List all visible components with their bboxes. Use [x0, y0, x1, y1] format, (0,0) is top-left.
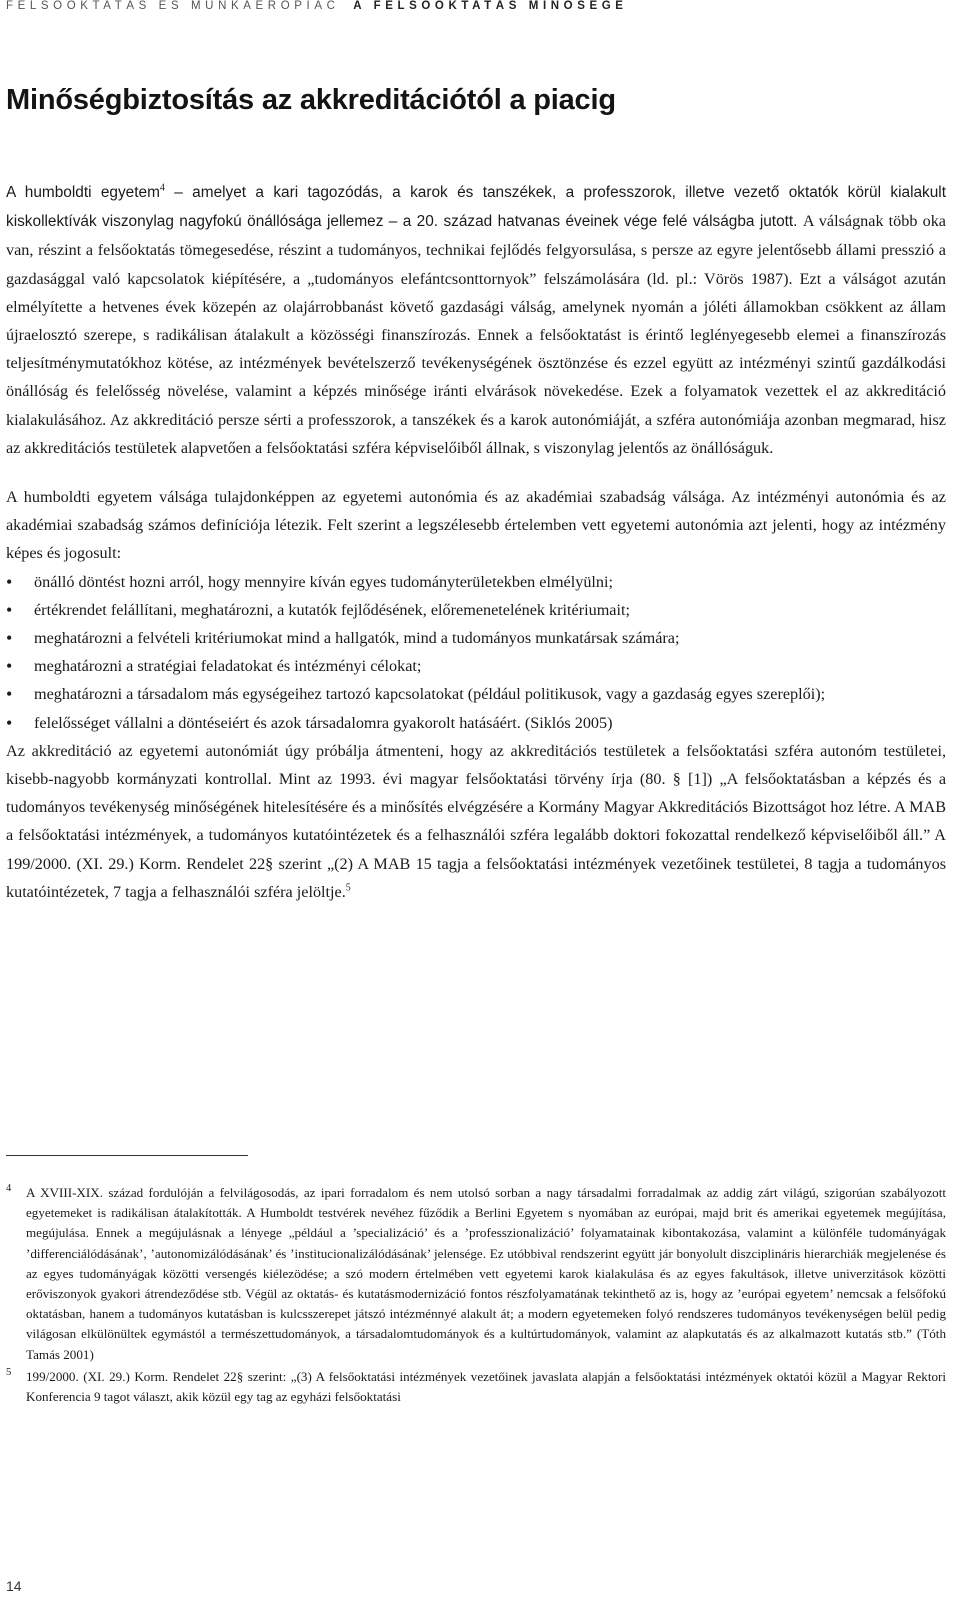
- running-head-section: FELSŐOKTATÁS ÉS MUNKAERŐPIAC: [6, 0, 340, 12]
- page-number: 14: [6, 1578, 22, 1594]
- footnote-text: A XVIII-XIX. század fordulóján a felvilágosodás, az ipari forradalom és nem utolsó sorban a nagy társadalmi forradalmak az addig zárt világú, szigorúan szabályozott egyetemeket is radikálisan átalakították. A Humboldt testvérek nevéhez fűződik a Berlini Egyetem s nyomában az európai, majd brit és amerikai egyetemek megújítása, megújulása. Ennek a megújulásnak a lényege „például a ’specializáció’ és a ’professzionalizáció’ folyamatainak kibontakozása, valamint a különféle tudományágak ’differenciálódásának’, ’autonomizálódásának’ és ’institucionalizálódásának’ jelensége. Ez utóbbival rendszerint együtt jár bonyolult diszciplináris hierarchiák megjelenése és az egyes tudományágak közötti versengés kiélezödése; a szó modern értelmében vett egyetemi karok kialakulása és az egyes fakultások, illetve univerzitások közötti erőviszonyok gyakori átrendeződése stb. Végül az oktatás- és kutatásmodernizáció fontos részfolyamatának tekinthető az is, hogy az ’európai egyetem’ nemcsak a felsőfokú oktatásban, hanem a tudományos kutatásban is kulcsszerepet játszó intézménnyé alakult át; a modern egyetemeken folyó rendszeres tudományos tevékenységen belül pedig világosan elkülönültek egymástól a természettudományok, a társadalomtudományok és a kultúrtudományok, valamint az alapkutatás és az alkalmazott kutatás stb.” (Tóth Tamás 2001): [26, 1185, 946, 1362]
- footnote-5: [6, 1367, 946, 1407]
- list-item: • meghatározni a felvételi kritériumokat mind a hallgatók, mind a tudományos munkatársak számára;: [6, 624, 946, 652]
- paragraph-1-body: A válságnak több oka van, részint a felsőoktatás tömegesedése, részint a tudományos, technikai fejlődés felgyorsulása, s persze az egyre jelentősebb állami presszió a gazdasággal való kapcsolatok kiépítésére, a „tudományos elefántcsonttornyok” felszámolására (ld. pl.: Vörös 1987). Ezt a válságot azután elmélyítette a hetvenes évek közepén az olajárrobbanást követő gazdasági válság, amelynek nyomán a jóléti államokban csökkent az állam újraelosztó szerepe, s radikálisan átalakult a közösségi finanszírozás. Ennek a felsőoktatást is érintő leglényegesebb elemei a finanszírozás teljesítménymutatókhoz kötése, az intézmények bevételszerző tevékenységének ösztönzése és ezzel együtt az intézményi szintű gazdálkodási önállóság és felelősség növelése, valamint a képzés minősége iránti elvárások növekedése. Ezek a folyamatok vezettek el az akkreditáció kialakulásához. Az akkreditáció persze sérti a professzorok, a tanszékek és a karok autonómiáját, a szféra autonómiája azonban megmarad, hisz az akkreditációs testületek alapvetően a felsőoktatási szféra képviselőiből állnak, s viszonylag jelentős az önállóságuk.: [6, 212, 946, 457]
- list-item: • értékrendet felállítani, meghatározni, a kutatók fejlődésének, előremenetelének kritériumait;: [6, 596, 946, 624]
- footnote-ref-5[interactable]: 5: [345, 882, 351, 894]
- page-title: Minőségbiztosítás az akkreditációtól a piacig: [6, 84, 616, 116]
- footnote-text: 199/2000. (XI. 29.) Korm. Rendelet 22§ szerint: „(3) A felsőoktatási intézmények vezetőinek javaslata alapján a felsőoktatási intézmények oktatói közül a Magyar Rektori Konferencia 9 tagot választ, akik közül egy tag az egyházi felsőoktatási: [26, 1368, 946, 1405]
- list-item: • önálló döntést hozni arról, hogy mennyire kíván egyes tudományterületekben elmélyülni;: [6, 568, 946, 596]
- footnote-divider: [6, 1155, 248, 1156]
- footnote-4: [6, 1183, 946, 1365]
- running-head-subsection: A FELSŐOKTATÁS MINŐSÉGE: [353, 0, 628, 12]
- paragraph-3: [6, 737, 946, 906]
- footnotes: [6, 1183, 946, 1407]
- footnote-number: 5: [6, 1366, 12, 1378]
- body-text: [6, 178, 946, 906]
- paragraph-1: [6, 178, 946, 462]
- running-head: [6, 0, 946, 12]
- paragraph-1-intro: A humboldti egyetem: [6, 184, 160, 201]
- list-item: • meghatározni a társadalom más egységeihez tartozó kapcsolatokat (például politikusok, vagy a gazdaság egyes szereplői);: [6, 680, 946, 708]
- list-item: • meghatározni a stratégiai feladatokat és intézményi célokat;: [6, 652, 946, 680]
- list-item: • felelősséget vállalni a döntéseiért és azok társadalomra gyakorolt hatásáért. (Siklós 2005): [6, 709, 946, 737]
- paragraph-3-text: Az akkreditáció az egyetemi autonómiát úgy próbálja átmenteni, hogy az akkreditációs testületek a felsőoktatási szféra autonóm testületei, kisebb-nagyobb kormányzati kontrollal. Mint az 1993. évi magyar felsőoktatási törvény írja (80. § [1]) „A felsőoktatásban a képzés és a tudományos tevékenység minőségének hitelesítésére és a minősítés elvégzésére a Kormány Magyar Akkreditációs Bizottságot hoz létre. A MAB a felsőoktatási intézmények, a tudományos kutatóintézetek és a felhasználói szféra legalább doktori fokozattal rendelkező képviselőiből áll.” A 199/2000. (XI. 29.) Korm. Rendelet 22§ szerint „(2) A MAB 15 tagja a felsőoktatási intézmények vezetőinek testületei, 8 tagja a tudományos kutatóintézetek, 7 tagja a felhasználói szféra jelöltje.: [6, 741, 946, 901]
- autonomy-list: [6, 568, 946, 737]
- footnote-number: 4: [6, 1183, 12, 1194]
- paragraph-1-intro-cont: – amelyet a kari tagozódás, a karok és tanszékek, a professzorok, illetve vezető oktatók körül kialakult kiskollektívák viszonylag nagyfokú önállósága jellemez – a 20. század hatvanas éveinek vége felé válságba jutott.: [6, 184, 947, 231]
- footnote-ref-4[interactable]: 4: [159, 182, 165, 194]
- paragraph-2: A humboldti egyetem válsága tulajdonképpen az egyetemi autonómia és az akadémiai szabadság válsága. Az intézményi autonómia és az akadémiai szabadság számos definíciója létezik. Felt szerint a legszélesebb értelemben vett egyetemi autonómia azt jelenti, hogy az intézmény képes és jogosult:: [6, 488, 946, 563]
